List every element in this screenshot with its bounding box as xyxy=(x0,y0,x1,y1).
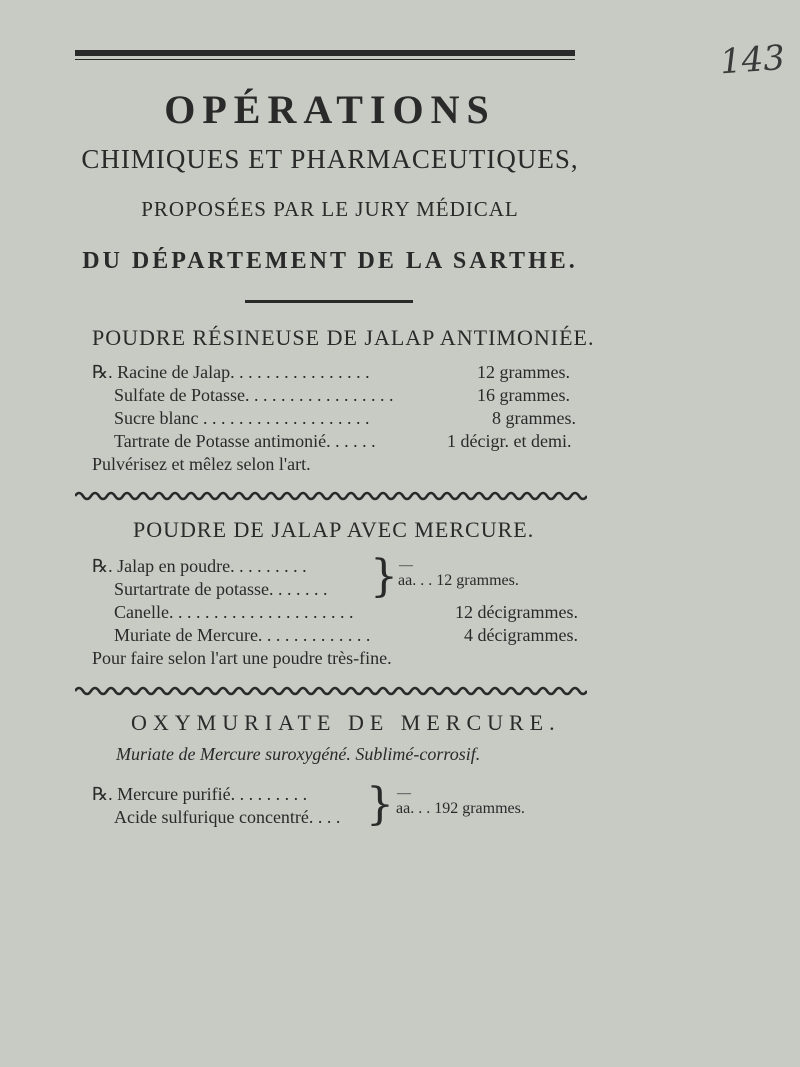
section2-brace-item-2: Surtartrate de potasse. . . . . . . xyxy=(114,579,328,599)
brace-glyph-1: } xyxy=(370,551,398,602)
section1-item-4-qty: 1 décigr. et demi. xyxy=(447,431,572,451)
title-line-2: CHIMIQUES ET PHARMACEUTIQUES, xyxy=(81,144,579,174)
wavy-divider-2 xyxy=(75,685,587,697)
section1-item-2-name: Sulfate de Potasse. . . . . . . . . . . . . . . . . xyxy=(114,385,394,405)
section2-item-2-name: Muriate de Mercure. . . . . . . . . . . . . xyxy=(114,625,371,645)
section1-item-3-qty: 8 grammes. xyxy=(492,408,576,428)
section1-note: Pulvérisez et mêlez selon l'art. xyxy=(92,454,311,474)
section1-title: POUDRE RÉSINEUSE DE JALAP ANTIMONIÉE. xyxy=(92,325,595,350)
section2-title: POUDRE DE JALAP AVEC MERCURE. xyxy=(133,517,535,542)
section1-item-2-qty: 16 grammes. xyxy=(477,385,570,405)
section3-subtitle: Muriate de Mercure suroxygéné. Sublimé-corrosif. xyxy=(116,744,481,764)
section3-brace-qty: aa. . . 192 grammes. xyxy=(396,800,525,817)
section2-brace-qty: aa. . . 12 grammes. xyxy=(398,572,519,589)
title-divider xyxy=(245,300,413,303)
section3-brace-item-1: ℞. Mercure purifié. . . . . . . . . xyxy=(92,784,308,804)
section2-item-1-qty: 12 décigrammes. xyxy=(455,602,578,622)
section2-brace-item-1: ℞. Jalap en poudre. . . . . . . . . xyxy=(92,556,307,576)
title-line-3: PROPOSÉES PAR LE JURY MÉDICAL xyxy=(141,197,519,221)
section3-brace-item-2: Acide sulfurique concentré. . . . xyxy=(114,807,341,827)
margin-page-number: 143 xyxy=(718,37,787,83)
section1-item-4-name: Tartrate de Potasse antimonié. . . . . . xyxy=(114,431,376,451)
section3-title: OXYMURIATE DE MERCURE. xyxy=(131,710,561,735)
title-line-4: DU DÉPARTEMENT DE LA SARTHE. xyxy=(82,248,578,274)
section1-item-1-qty: 12 grammes. xyxy=(477,362,570,382)
section3-dash: — xyxy=(397,786,411,801)
section1-item-1-name: ℞. Racine de Jalap. . . . . . . . . . . . . . . . xyxy=(92,362,370,382)
section2-item-2-qty: 4 décigrammes. xyxy=(464,625,578,645)
main-title: OPÉRATIONS xyxy=(164,87,496,132)
section2-note: Pour faire selon l'art une poudre très-fine. xyxy=(92,648,392,668)
section2-dash: — xyxy=(399,558,413,573)
header-rule xyxy=(75,50,575,60)
section2-item-1-name: Canelle. . . . . . . . . . . . . . . . . . . . . xyxy=(114,602,354,622)
section1-item-3-name: Sucre blanc . . . . . . . . . . . . . . . . . . . xyxy=(114,408,370,428)
brace-glyph-2: } xyxy=(366,779,394,830)
wavy-divider-1 xyxy=(75,490,587,502)
